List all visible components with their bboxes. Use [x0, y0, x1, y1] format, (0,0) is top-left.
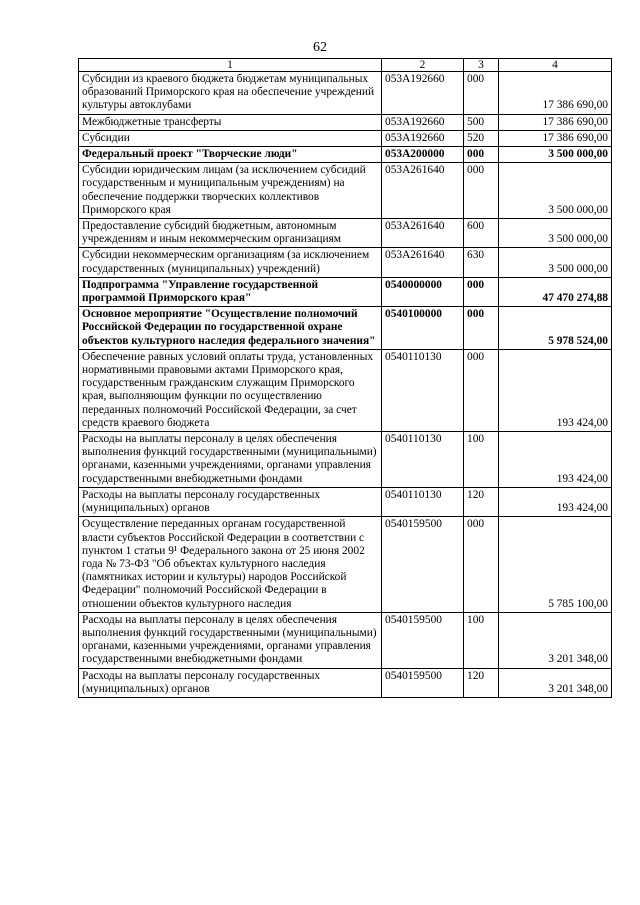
row-name-cell: Субсидии некоммерческим организациям (за исключением государственных (муниципальных) учреждений)	[79, 248, 382, 277]
row-name-cell: Предоставление субсидий бюджетным, автономным учреждениям и иным некоммерческим организациям	[79, 219, 382, 248]
row-code-cell: 053A192660	[382, 114, 464, 130]
table-row	[79, 307, 612, 350]
row-type-cell: 000	[464, 307, 499, 350]
row-type-cell: 520	[464, 130, 499, 146]
table-row	[79, 248, 612, 277]
table-row	[79, 517, 612, 612]
row-amount-cell: 3 201 348,00	[499, 612, 612, 668]
header-col-3: 3	[464, 59, 499, 72]
row-amount-cell: 47 470 274,88	[499, 277, 612, 306]
row-type-cell: 100	[464, 432, 499, 488]
table-row	[79, 668, 612, 697]
row-amount-cell: 3 500 000,00	[499, 219, 612, 248]
row-code-cell: 0540100000	[382, 307, 464, 350]
row-type-cell: 630	[464, 248, 499, 277]
row-code-cell: 0540110130	[382, 487, 464, 516]
row-amount-cell: 193 424,00	[499, 432, 612, 488]
table-row	[79, 277, 612, 306]
row-name-cell: Межбюджетные трансферты	[79, 114, 382, 130]
row-code-cell: 0540110130	[382, 432, 464, 488]
row-type-cell: 000	[464, 517, 499, 612]
row-code-cell: 053A192660	[382, 72, 464, 115]
row-type-cell: 600	[464, 219, 499, 248]
table-row	[79, 130, 612, 146]
table-row	[79, 219, 612, 248]
row-type-cell: 500	[464, 114, 499, 130]
table-row	[79, 72, 612, 115]
row-name-cell: Подпрограмма "Управление государственной программой Приморского края"	[79, 277, 382, 306]
row-name-cell: Осуществление переданных органам государственной власти субъектов Российской Федерации в соответствии с пунктом 1 статьи 9¹ Федерального закона от 25 июня 2002 года № 73-ФЗ "Об объектах культурного наследия (памятниках истории и культуры) народов Российской Федерации" полномочий Российской Федерации в отношении объектов культурного наследия	[79, 517, 382, 612]
header-col-2: 2	[382, 59, 464, 72]
row-amount-cell: 5 785 100,00	[499, 517, 612, 612]
table-row	[79, 612, 612, 668]
row-code-cell: 053A261640	[382, 163, 464, 219]
row-type-cell: 000	[464, 349, 499, 431]
row-amount-cell: 17 386 690,00	[499, 114, 612, 130]
row-type-cell: 000	[464, 163, 499, 219]
row-amount-cell: 3 500 000,00	[499, 147, 612, 163]
row-amount-cell: 17 386 690,00	[499, 130, 612, 146]
row-type-cell: 000	[464, 277, 499, 306]
row-name-cell: Субсидии	[79, 130, 382, 146]
table-row	[79, 163, 612, 219]
header-col-1: 1	[79, 59, 382, 72]
row-code-cell: 0540110130	[382, 349, 464, 431]
row-type-cell: 000	[464, 147, 499, 163]
row-amount-cell: 3 500 000,00	[499, 163, 612, 219]
table-header-row	[79, 59, 612, 72]
row-amount-cell: 5 978 524,00	[499, 307, 612, 350]
table-row	[79, 114, 612, 130]
row-name-cell: Расходы на выплаты персоналу государственных (муниципальных) органов	[79, 668, 382, 697]
row-name-cell: Расходы на выплаты персоналу государственных (муниципальных) органов	[79, 487, 382, 516]
header-col-4: 4	[499, 59, 612, 72]
table-row	[79, 147, 612, 163]
table-row	[79, 487, 612, 516]
budget-table-body	[79, 59, 612, 698]
row-amount-cell: 3 201 348,00	[499, 668, 612, 697]
row-code-cell: 053A200000	[382, 147, 464, 163]
row-code-cell: 053A192660	[382, 130, 464, 146]
row-code-cell: 053A261640	[382, 219, 464, 248]
row-amount-cell: 17 386 690,00	[499, 72, 612, 115]
row-type-cell: 120	[464, 487, 499, 516]
row-code-cell: 0540159500	[382, 517, 464, 612]
row-code-cell: 053A261640	[382, 248, 464, 277]
row-name-cell: Обеспечение равных условий оплаты труда, установленных нормативными правовыми актами Приморского края, государственным гражданским служащим Приморского края, выполняющим функции по осуществлению переданных полномочий Российской Федерации, за счет средств краевого бюджета	[79, 349, 382, 431]
row-name-cell: Субсидии юридическим лицам (за исключением субсидий государственным и муниципальным учреждениям) на обеспечение поддержки творческих коллективов Приморского края	[79, 163, 382, 219]
row-amount-cell: 3 500 000,00	[499, 248, 612, 277]
row-code-cell: 0540159500	[382, 612, 464, 668]
row-type-cell: 000	[464, 72, 499, 115]
row-name-cell: Основное мероприятие "Осуществление полномочий Российской Федерации по государственной охране объектов культурного наследия федерального значения"	[79, 307, 382, 350]
row-code-cell: 0540000000	[382, 277, 464, 306]
row-name-cell: Субсидии из краевого бюджета бюджетам муниципальных образований Приморского края на обеспечение учреждений культуры автоклубами	[79, 72, 382, 115]
row-amount-cell: 193 424,00	[499, 487, 612, 516]
row-name-cell: Расходы на выплаты персоналу в целях обеспечения выполнения функций государственными (муниципальными) органами, казенными учреждениями, органами управления государственными внебюджетными фондами	[79, 612, 382, 668]
row-type-cell: 100	[464, 612, 499, 668]
row-name-cell: Расходы на выплаты персоналу в целях обеспечения выполнения функций государственными (муниципальными) органами, казенными учреждениями, органами управления государственными внебюджетными фондами	[79, 432, 382, 488]
row-amount-cell: 193 424,00	[499, 349, 612, 431]
budget-table	[78, 58, 612, 698]
row-code-cell: 0540159500	[382, 668, 464, 697]
table-row	[79, 432, 612, 488]
row-name-cell: Федеральный проект "Творческие люди"	[79, 147, 382, 163]
table-row	[79, 349, 612, 431]
page-number: 62	[313, 40, 327, 55]
row-type-cell: 120	[464, 668, 499, 697]
